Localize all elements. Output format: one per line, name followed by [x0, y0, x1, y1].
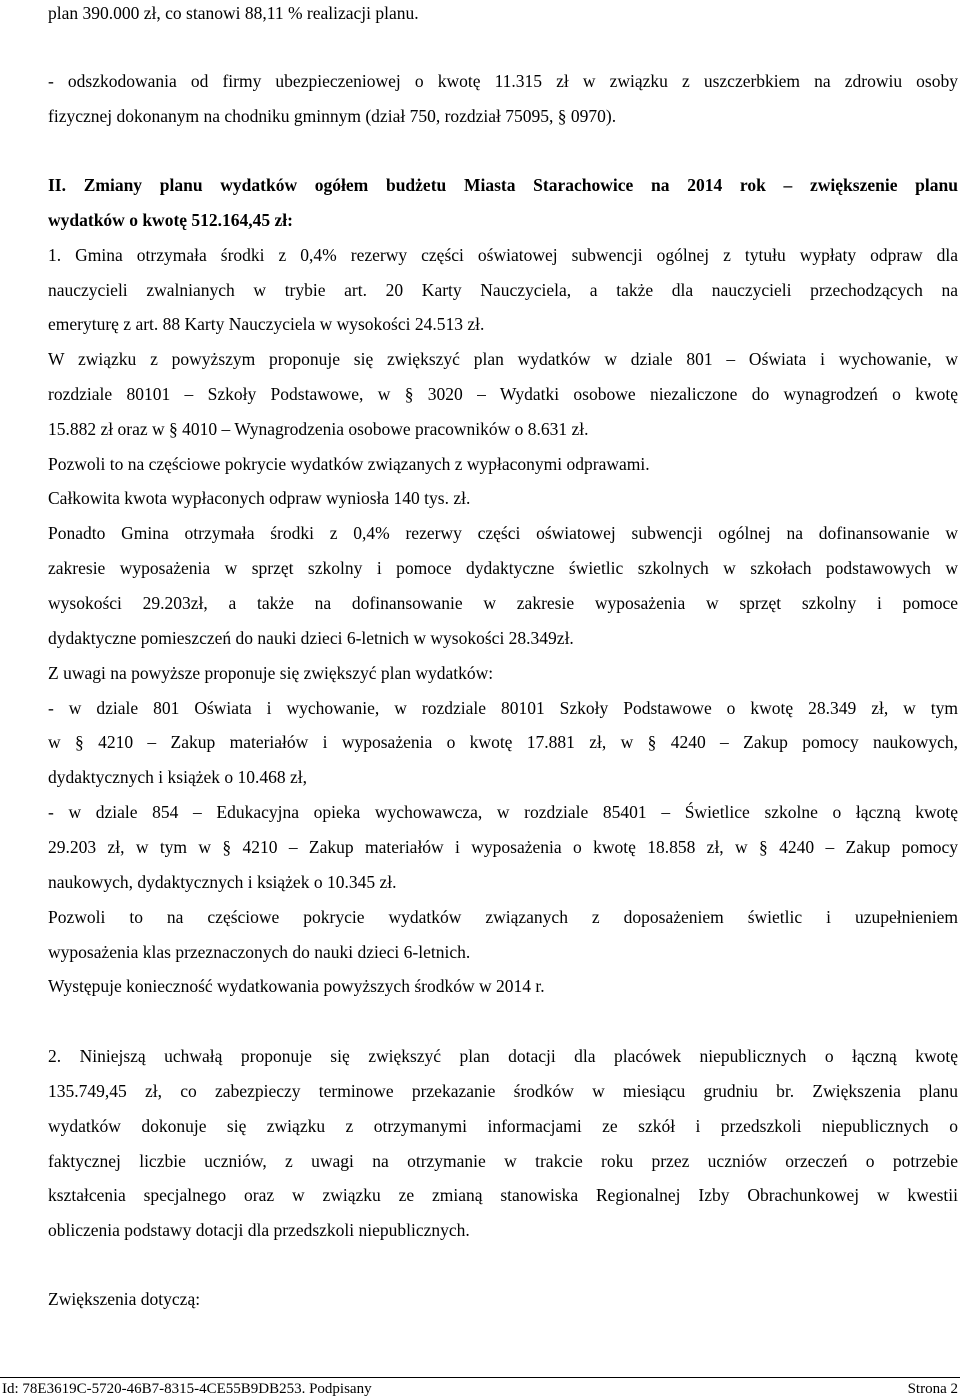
text-line: Zwiększenia dotyczą: — [48, 1289, 201, 1309]
text-line: 2. Niniejszą uchwałą proponuje się zwiększyć plan dotacji dla placówek niepublicznych o łączną kwotę — [48, 1046, 958, 1066]
text-line: kształcenia specjalnego oraz w związku ze zmianą stanowiska Regionalnej Izby Obrachunkowej w kwestii — [48, 1185, 958, 1205]
text-line: Całkowita kwota wypłaconych odpraw wyniosła 140 tys. zł. — [48, 488, 471, 508]
text-line: nauczycieli zwalnianych w trybie art. 20 Karty Nauczyciela, a także dla nauczycieli przechodzących na — [48, 280, 958, 300]
text-line: - odszkodowania od firmy ubezpieczeniowej o kwotę 11.315 zł w związku z uszczerbkiem na zdrowiu osoby — [48, 71, 958, 91]
text-line: Pozwoli to na częściowe pokrycie wydatków związanych z doposażeniem świetlic i uzupełnieniem — [48, 907, 958, 927]
text-line: plan 390.000 zł, co stanowi 88,11 % realizacji planu. — [48, 3, 419, 23]
text-line: Ponadto Gmina otrzymała środki z 0,4% rezerwy części oświatowej subwencji ogólnej na dofinansowanie w — [48, 523, 958, 543]
text-line: - w dziale 801 Oświata i wychowanie, w rozdziale 80101 Szkoły Podstawowe o kwotę 28.349 zł, w tym — [48, 698, 958, 718]
text-line: dydaktycznych i książek o 10.468 zł, — [48, 767, 308, 787]
text-line: Występuje konieczność wydatkowania powyższych środków w 2014 r. — [48, 976, 545, 996]
text-line: - w dziale 854 – Edukacyjna opieka wychowawcza, w rozdziale 85401 – Świetlice szkolne o łączną kwotę — [48, 802, 958, 822]
text-line: 135.749,45 zł, co zabezpieczy terminowe przekazanie środków w miesiącu grudniu br. Zwiększenia planu — [48, 1081, 958, 1101]
text-line: rozdziale 80101 – Szkoły Podstawowe, w § 3020 – Wydatki osobowe niezaliczone do wynagrodzeń o kwotę — [48, 384, 958, 404]
text-line: Pozwoli to na częściowe pokrycie wydatków związanych z wypłaconymi odprawami. — [48, 454, 650, 474]
text-line: zakresie wyposażenia w sprzęt szkolny i pomoce dydaktyczne świetlic szkolnych w szkołach podstawowych w — [48, 558, 958, 578]
text-line: 15.882 zł oraz w § 4010 – Wynagrodzenia osobowe pracowników o 8.631 zł. — [48, 419, 589, 439]
text-line: Z uwagi na powyższe proponuje się zwiększyć plan wydatków: — [48, 663, 494, 683]
text-line: faktycznej liczbie uczniów, z uwagi na otrzymanie w trakcie roku przez uczniów orzeczeń o potrzebie — [48, 1151, 958, 1171]
page-footer — [0, 1377, 960, 1399]
text-line: wydatków dokonuje się związku z otrzymanymi informacjami ze szkół i przedszkoli niepublicznych o — [48, 1116, 958, 1136]
section-heading: II. Zmiany planu wydatków ogółem budżetu Miasta Starachowice na 2014 rok – zwiększenie planu — [48, 175, 958, 195]
text-line: W związku z powyższym proponuje się zwiększyć plan wydatków w dziale 801 – Oświata i wychowanie, w — [48, 349, 958, 369]
text-line: 1. Gmina otrzymała środki z 0,4% rezerwy części oświatowej subwencji ogólnej z tytułu wypłaty odpraw dla — [48, 245, 958, 265]
section-heading: wydatków o kwotę 512.164,45 zł: — [48, 210, 293, 230]
text-line: 29.203 zł, w tym w § 4210 – Zakup materiałów i wyposażenia o kwotę 18.858 zł, w § 4240 – Zakup pomocy — [48, 837, 958, 857]
text-line: wyposażenia klas przeznaczonych do nauki dzieci 6-letnich. — [48, 942, 471, 962]
text-line: obliczenia podstawy dotacji dla przedszkoli niepublicznych. — [48, 1220, 470, 1240]
text-line: w § 4210 – Zakup materiałów i wyposażenia o kwotę 17.881 zł, w § 4240 – Zakup pomocy naukowych, — [48, 732, 958, 752]
page-number: Strona 2 — [907, 1381, 958, 1397]
text-line: naukowych, dydaktycznych i książek o 10.345 zł. — [48, 872, 397, 892]
text-line: fizycznej dokonanym na chodniku gminnym (dział 750, rozdział 75095, § 0970). — [48, 106, 617, 126]
text-line: wysokości 29.203zł, a także na dofinansowanie w zakresie wyposażenia w sprzęt szkolny i pomoce — [48, 593, 958, 613]
text-line: dydaktyczne pomieszczeń do nauki dzieci 6-letnich w wysokości 28.349zł. — [48, 628, 574, 648]
document-id: Id: 78E3619C-5720-46B7-8315-4CE55B9DB253. Podpisany — [2, 1381, 372, 1397]
text-line: emeryturę z art. 88 Karty Nauczyciela w wysokości 24.513 zł. — [48, 314, 485, 334]
